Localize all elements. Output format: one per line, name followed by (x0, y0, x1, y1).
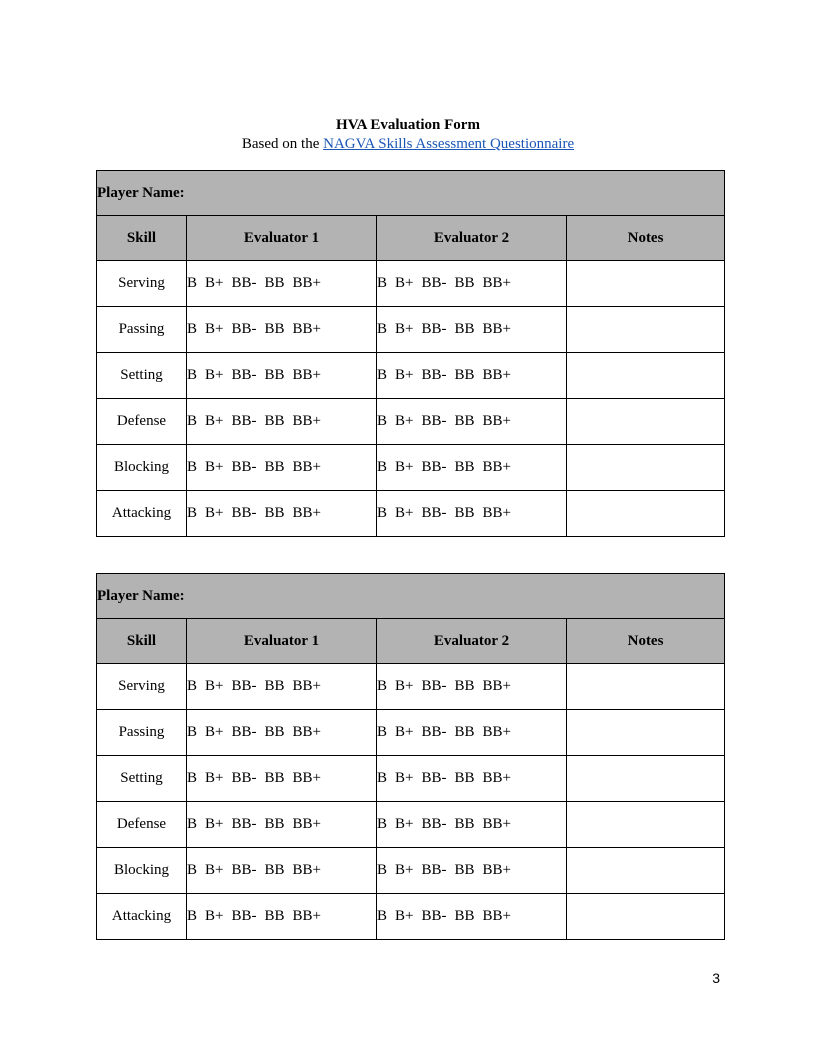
column-header: Evaluator 1 (187, 619, 377, 664)
grade-option[interactable]: BB+ (292, 321, 321, 337)
skill-row (97, 353, 725, 399)
skill-row (97, 848, 725, 894)
grade-option[interactable]: BB- (231, 367, 257, 383)
grade-option[interactable]: B (377, 413, 388, 429)
evaluator-1-rating (187, 307, 377, 353)
grade-option[interactable]: B+ (205, 908, 224, 924)
grade-option[interactable]: BB+ (292, 678, 321, 694)
evaluator-1-rating (187, 756, 377, 802)
skill-row (97, 261, 725, 307)
skill-name: Setting (97, 353, 187, 399)
grade-option[interactable]: B+ (205, 816, 224, 832)
column-header-row (97, 216, 725, 261)
grade-option[interactable]: B+ (205, 862, 224, 878)
grade-option[interactable]: BB (454, 367, 475, 383)
evaluator-2-rating (377, 664, 567, 710)
grade-option[interactable]: B (377, 321, 388, 337)
evaluator-2-rating (377, 756, 567, 802)
grade-option[interactable]: B (377, 770, 388, 786)
evaluator-2-rating (377, 353, 567, 399)
evaluator-1-rating (187, 710, 377, 756)
evaluator-1-rating (187, 261, 377, 307)
grade-option[interactable]: B+ (395, 505, 414, 521)
grade-option[interactable]: B+ (205, 724, 224, 740)
notes-field[interactable] (567, 848, 725, 894)
grade-option[interactable]: B (187, 908, 198, 924)
grade-option[interactable]: BB+ (292, 770, 321, 786)
grade-option[interactable]: BB (264, 367, 285, 383)
grade-option[interactable]: BB (454, 321, 475, 337)
grade-option[interactable]: BB+ (482, 413, 511, 429)
grade-option[interactable]: BB- (421, 908, 447, 924)
grade-option[interactable]: BB- (421, 770, 447, 786)
skill-row (97, 894, 725, 940)
grade-option[interactable]: B (187, 678, 198, 694)
column-header: Evaluator 2 (377, 216, 567, 261)
grade-option[interactable]: BB+ (482, 505, 511, 521)
column-header: Notes (567, 619, 725, 664)
grade-option[interactable]: BB+ (292, 505, 321, 521)
grade-option[interactable]: BB+ (482, 770, 511, 786)
grade-option[interactable]: BB- (421, 275, 447, 291)
grade-option[interactable]: BB- (421, 505, 447, 521)
grade-option[interactable]: B (187, 770, 198, 786)
grade-option[interactable]: BB+ (482, 816, 511, 832)
column-header-row (97, 619, 725, 664)
grade-option[interactable]: BB- (421, 816, 447, 832)
grade-option[interactable]: B+ (205, 367, 224, 383)
grade-option[interactable]: B+ (395, 816, 414, 832)
skill-name: Blocking (97, 445, 187, 491)
grade-option[interactable]: BB+ (482, 908, 511, 924)
skill-row (97, 307, 725, 353)
grade-option[interactable]: BB- (231, 724, 257, 740)
skill-row (97, 756, 725, 802)
grade-option[interactable]: BB- (231, 321, 257, 337)
grade-option[interactable]: BB+ (292, 275, 321, 291)
grade-option[interactable]: BB (454, 678, 475, 694)
grade-option[interactable]: BB- (231, 908, 257, 924)
grade-option[interactable]: BB+ (292, 862, 321, 878)
notes-field[interactable] (567, 664, 725, 710)
grade-option[interactable]: B+ (395, 770, 414, 786)
column-header: Evaluator 2 (377, 619, 567, 664)
evaluator-1-rating (187, 848, 377, 894)
grade-option[interactable]: B+ (205, 275, 224, 291)
grade-option[interactable]: B (187, 321, 198, 337)
notes-field[interactable] (567, 894, 725, 940)
grade-option[interactable]: BB+ (292, 367, 321, 383)
grade-option[interactable]: BB (454, 724, 475, 740)
skill-name: Attacking (97, 894, 187, 940)
skill-row (97, 399, 725, 445)
grade-option[interactable]: B+ (205, 505, 224, 521)
grade-option[interactable]: BB+ (292, 724, 321, 740)
grade-option[interactable]: BB- (421, 459, 447, 475)
evaluator-1-rating (187, 802, 377, 848)
grade-option[interactable]: B+ (205, 459, 224, 475)
grade-option[interactable]: B (377, 678, 388, 694)
evaluator-2-rating (377, 894, 567, 940)
grade-option[interactable]: B (187, 862, 198, 878)
grade-option[interactable]: B (187, 459, 198, 475)
page-number: 3 (712, 970, 720, 986)
notes-field[interactable] (567, 399, 725, 445)
skill-name: Serving (97, 664, 187, 710)
grade-option[interactable]: BB+ (482, 321, 511, 337)
grade-option[interactable]: B (377, 367, 388, 383)
nagva-questionnaire-link[interactable]: NAGVA Skills Assessment Questionnaire (323, 136, 575, 152)
evaluator-2-rating (377, 710, 567, 756)
skill-row (97, 664, 725, 710)
column-header: Notes (567, 216, 725, 261)
column-header: Skill (97, 619, 187, 664)
column-header: Evaluator 1 (187, 216, 377, 261)
evaluator-2-rating (377, 848, 567, 894)
grade-option[interactable]: B (377, 862, 388, 878)
grade-option[interactable]: BB (454, 459, 475, 475)
grade-option[interactable]: BB- (421, 367, 447, 383)
evaluator-2-rating (377, 307, 567, 353)
grade-option[interactable]: BB- (231, 275, 257, 291)
grade-option[interactable]: BB- (421, 321, 447, 337)
grade-option[interactable]: B (187, 367, 198, 383)
skill-row (97, 802, 725, 848)
skill-name: Serving (97, 261, 187, 307)
grade-option[interactable]: BB (454, 275, 475, 291)
player-name-row (97, 574, 725, 619)
grade-option[interactable]: B (377, 908, 388, 924)
evaluator-1-rating (187, 491, 377, 537)
evaluator-1-rating (187, 894, 377, 940)
grade-option[interactable]: BB (264, 908, 285, 924)
grade-option[interactable]: BB (454, 413, 475, 429)
grade-option[interactable]: BB+ (482, 275, 511, 291)
grade-option[interactable]: BB- (231, 459, 257, 475)
skill-name: Defense (97, 802, 187, 848)
grade-option[interactable]: B+ (395, 413, 414, 429)
grade-option[interactable]: BB+ (482, 724, 511, 740)
grade-option[interactable]: B (377, 275, 388, 291)
skill-row (97, 710, 725, 756)
grade-option[interactable]: B (187, 816, 198, 832)
grade-option[interactable]: B (377, 459, 388, 475)
grade-option[interactable]: BB+ (292, 816, 321, 832)
evaluator-1-rating (187, 399, 377, 445)
evaluator-2-rating (377, 491, 567, 537)
grade-option[interactable]: BB- (421, 678, 447, 694)
notes-field[interactable] (567, 710, 725, 756)
notes-field[interactable] (567, 261, 725, 307)
evaluator-2-rating (377, 261, 567, 307)
skill-row (97, 491, 725, 537)
notes-field[interactable] (567, 353, 725, 399)
grade-option[interactable]: BB- (421, 724, 447, 740)
form-title: HVA Evaluation Form (336, 117, 480, 133)
column-header: Skill (97, 216, 187, 261)
player-name-field[interactable]: Player Name: (97, 171, 725, 216)
grade-option[interactable]: BB+ (482, 678, 511, 694)
subtitle-prefix: Based on the (241, 136, 324, 152)
grade-option[interactable]: BB (264, 321, 285, 337)
grade-option[interactable]: BB- (231, 505, 257, 521)
grade-option[interactable]: BB- (231, 862, 257, 878)
grade-option[interactable]: BB (264, 505, 285, 521)
grade-option[interactable]: BB (454, 505, 475, 521)
evaluation-table-2 (96, 573, 725, 940)
grade-option[interactable]: B+ (395, 321, 414, 337)
grade-option[interactable]: BB (454, 816, 475, 832)
evaluator-2-rating (377, 445, 567, 491)
form-header (0, 116, 816, 154)
player-name-row (97, 171, 725, 216)
grade-option[interactable]: B+ (205, 321, 224, 337)
evaluator-2-rating (377, 399, 567, 445)
evaluator-1-rating (187, 445, 377, 491)
grade-option[interactable]: BB (264, 275, 285, 291)
grade-option[interactable]: BB- (231, 816, 257, 832)
notes-field[interactable] (567, 445, 725, 491)
grade-option[interactable]: B+ (395, 275, 414, 291)
grade-option[interactable]: BB (264, 678, 285, 694)
grade-option[interactable]: B+ (395, 724, 414, 740)
form-subtitle (0, 134, 816, 154)
grade-option[interactable]: BB (454, 770, 475, 786)
skill-name: Setting (97, 756, 187, 802)
grade-option[interactable]: B+ (395, 459, 414, 475)
evaluation-table-1 (96, 170, 725, 537)
skill-name: Attacking (97, 491, 187, 537)
skill-name: Blocking (97, 848, 187, 894)
grade-option[interactable]: B+ (395, 908, 414, 924)
grade-option[interactable]: BB (454, 862, 475, 878)
grade-option[interactable]: B (187, 413, 198, 429)
grade-option[interactable]: BB+ (482, 367, 511, 383)
player-name-field[interactable]: Player Name: (97, 574, 725, 619)
grade-option[interactable]: B+ (205, 678, 224, 694)
grade-option[interactable]: BB- (421, 413, 447, 429)
skill-name: Defense (97, 399, 187, 445)
evaluator-2-rating (377, 802, 567, 848)
grade-option[interactable]: B (377, 816, 388, 832)
grade-option[interactable]: BB+ (482, 862, 511, 878)
grade-option[interactable]: B (187, 505, 198, 521)
grade-option[interactable]: BB (264, 724, 285, 740)
grade-option[interactable]: BB (454, 908, 475, 924)
notes-field[interactable] (567, 802, 725, 848)
grade-option[interactable]: BB (264, 862, 285, 878)
grade-option[interactable]: BB- (231, 770, 257, 786)
grade-option[interactable]: B (377, 505, 388, 521)
grade-option[interactable]: BB (264, 413, 285, 429)
grade-option[interactable]: BB+ (292, 459, 321, 475)
grade-option[interactable]: BB (264, 770, 285, 786)
grade-option[interactable]: BB (264, 459, 285, 475)
grade-option[interactable]: B+ (395, 678, 414, 694)
grade-option[interactable]: BB+ (482, 459, 511, 475)
grade-option[interactable]: B+ (395, 862, 414, 878)
grade-option[interactable]: BB (264, 816, 285, 832)
grade-option[interactable]: B (187, 275, 198, 291)
grade-option[interactable]: BB- (421, 862, 447, 878)
notes-field[interactable] (567, 756, 725, 802)
skill-name: Passing (97, 307, 187, 353)
evaluator-1-rating (187, 664, 377, 710)
grade-option[interactable]: B+ (395, 367, 414, 383)
grade-option[interactable]: B (377, 724, 388, 740)
notes-field[interactable] (567, 491, 725, 537)
grade-option[interactable]: B (187, 724, 198, 740)
grade-option[interactable]: B+ (205, 413, 224, 429)
notes-field[interactable] (567, 307, 725, 353)
skill-row (97, 445, 725, 491)
skill-name: Passing (97, 710, 187, 756)
evaluator-1-rating (187, 353, 377, 399)
grade-option[interactable]: BB+ (292, 413, 321, 429)
grade-option[interactable]: BB- (231, 678, 257, 694)
grade-option[interactable]: B+ (205, 770, 224, 786)
grade-option[interactable]: BB- (231, 413, 257, 429)
grade-option[interactable]: BB+ (292, 908, 321, 924)
